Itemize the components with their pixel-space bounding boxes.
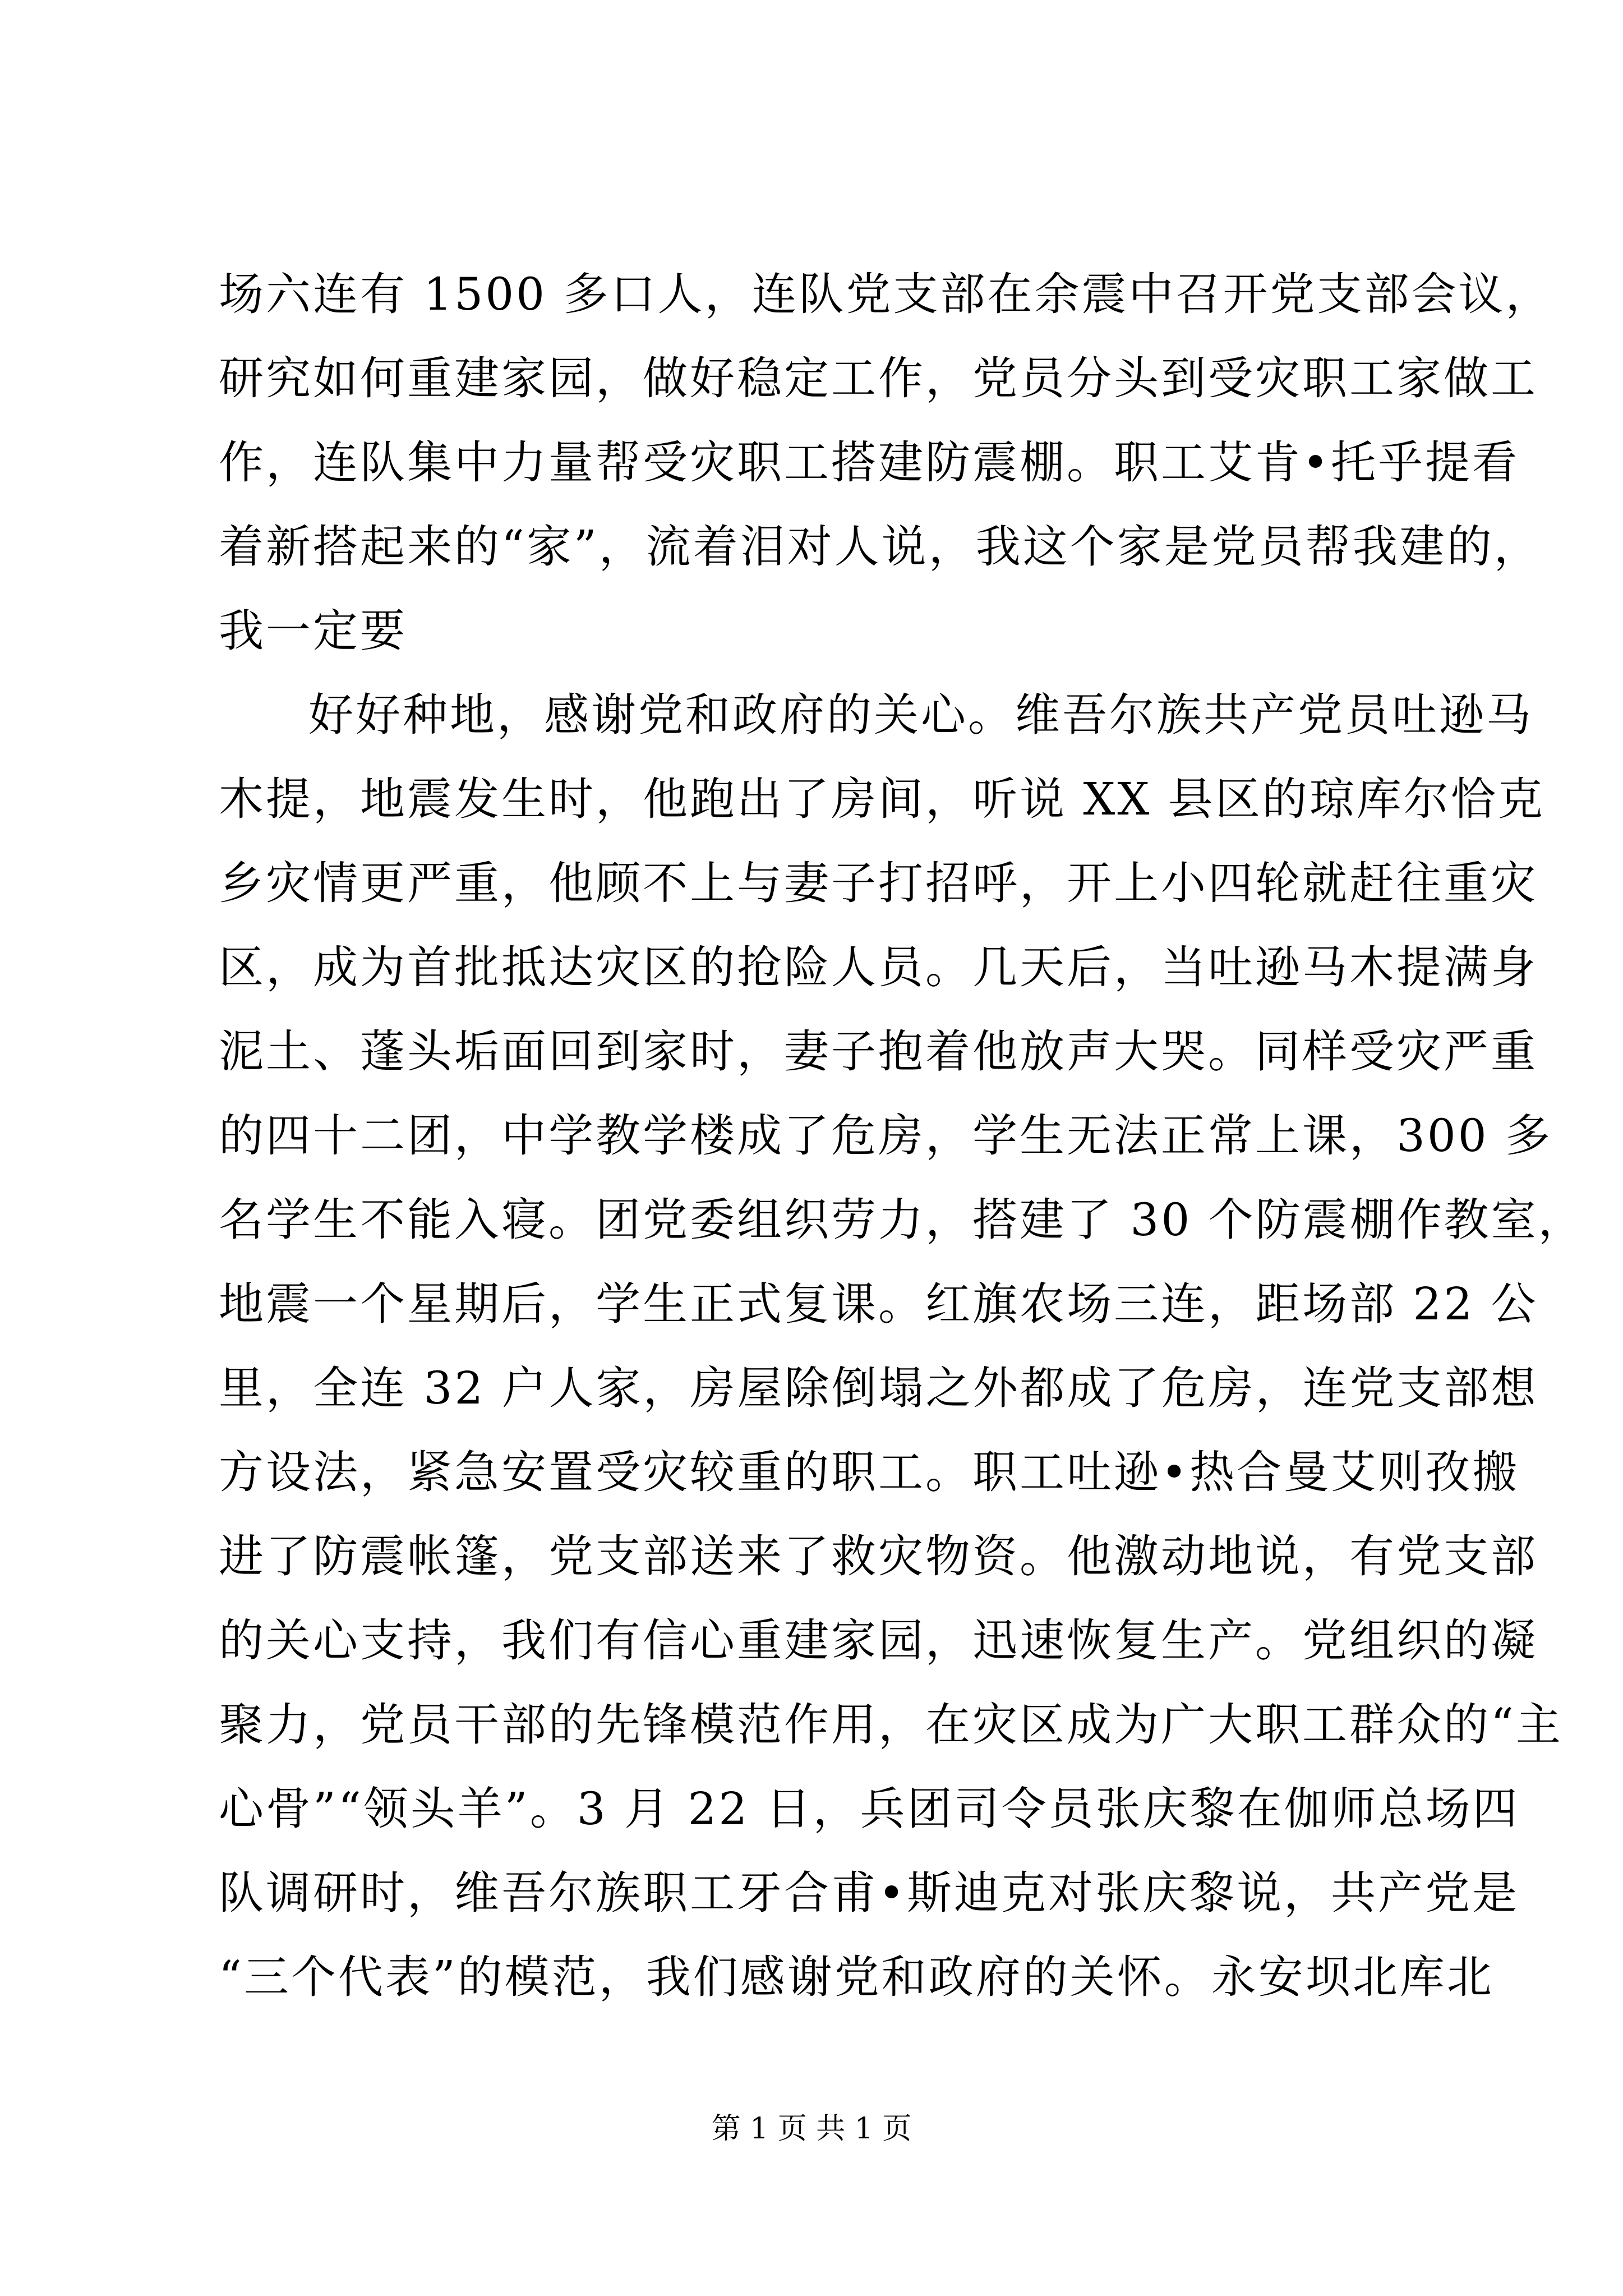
page-number-label: 第 1 页 共 1 页: [711, 2112, 912, 2146]
text-line: 的四十二团，中学教学楼成了危房，学生无法正常上课，300 多: [219, 1110, 1553, 1162]
text-line: 聚力，党员干部的先锋模范作用，在灾区成为广大职工群众的“主: [219, 1699, 1563, 1751]
text-line: 地震一个星期后，学生正式复课。红旗农场三连，距场部 22 公: [219, 1278, 1538, 1330]
text-line: 我一定要: [219, 605, 407, 657]
text-line: 名学生不能入寝。团党委组织劳力，搭建了 30 个防震棚作教室，: [219, 1194, 1585, 1246]
text-line: 队调研时，维吾尔族职工牙合甫•斯迪克对张庆黎说，共产党是: [219, 1867, 1520, 1919]
page-footer: [0, 2109, 1623, 2148]
text-line: 心骨”“领头羊”。3 月 22 日，兵团司令员张庆黎在伽师总场四: [219, 1783, 1520, 1835]
text-line: 研究如何重建家园，做好稳定工作，党员分头到受灾职工家做工: [219, 352, 1538, 404]
text-line: 泥土、蓬头垢面回到家时，妻子抱着他放声大哭。同样受灾严重: [219, 1025, 1538, 1078]
text-line: 进了防震帐篷，党支部送来了救灾物资。他激动地说，有党支部: [219, 1530, 1538, 1582]
paragraph-first-line: 好好种地，感谢党和政府的关心。维吾尔族共产党员吐逊马: [308, 689, 1533, 741]
body-text: [219, 252, 1585, 2019]
text-line: “三个代表”的模范，我们感谢党和政府的关怀。永安坝北库北: [219, 1951, 1494, 2003]
text-line: 作，连队集中力量帮受灾职工搭建防震棚。职工艾肯•托乎提看: [219, 436, 1520, 489]
text-line: 方设法，紧急安置受灾较重的职工。职工吐逊•热合曼艾则孜搬: [219, 1446, 1520, 1498]
text-line: 里，全连 32 户人家，房屋除倒塌之外都成了危房，连党支部想: [219, 1362, 1538, 1414]
text-line: 乡灾情更严重，他顾不上与妻子打招呼，开上小四轮就赶往重灾: [219, 857, 1538, 909]
text-line: 的关心支持，我们有信心重建家园，迅速恢复生产。党组织的凝: [219, 1614, 1538, 1667]
text-line: 着新搭起来的“家”，流着泪对人说，我这个家是党员帮我建的，: [219, 521, 1541, 573]
text-line: 木提，地震发生时，他跑出了房间，听说 XX 县区的琼库尔恰克: [219, 773, 1545, 825]
text-line: 区，成为首批抵达灾区的抢险人员。几天后，当吐逊马木提满身: [219, 941, 1538, 993]
text-line: 场六连有 1500 多口人，连队党支部在余震中召开党支部会议，: [219, 268, 1553, 320]
